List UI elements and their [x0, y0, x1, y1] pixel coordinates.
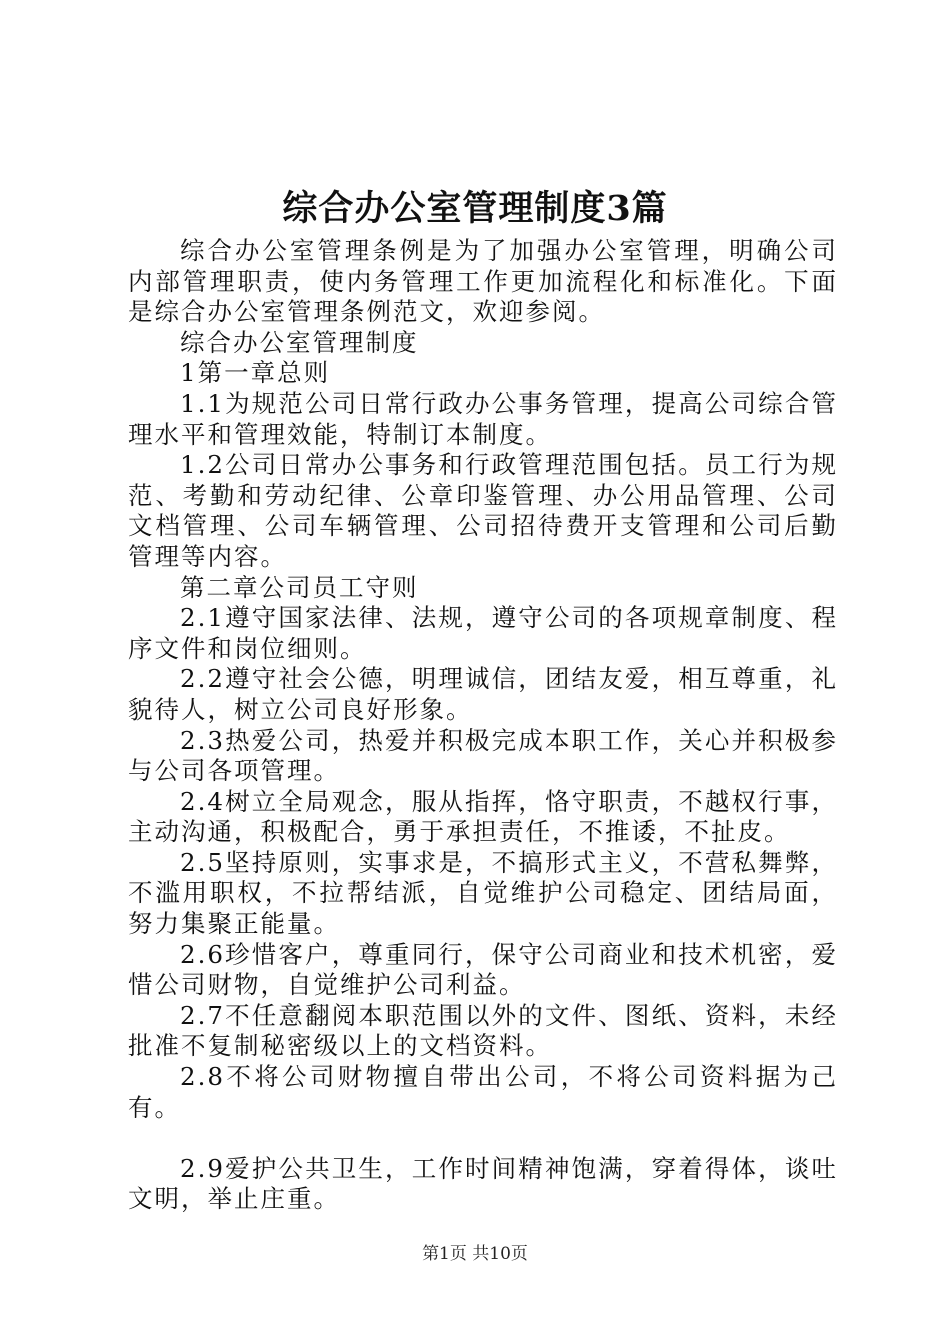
document-body — [128, 236, 838, 1215]
clause-paragraph: 2.6珍惜客户，尊重同行，保守公司商业和技术机密，爱惜公司财物，自觉维护公司利益。 — [128, 939, 838, 1000]
clause-paragraph: 2.7不任意翻阅本职范围以外的文件、图纸、资料，未经批准不复制秘密级以上的文档资料。 — [128, 1000, 838, 1061]
page-number-footer: 第1页 共10页 — [422, 1244, 528, 1264]
section-heading: 综合办公室管理制度 — [180, 327, 419, 357]
clause-paragraph: 2.2遵守社会公德，明理诚信，团结友爱，相互尊重，礼貌待人，树立公司良好形象。 — [128, 664, 838, 724]
clause-paragraph: 2.4树立全局观念，服从指挥，恪守职责，不越权行事，主动沟通，积极配合，勇于承担责任，不推诿，不扯皮。 — [128, 786, 838, 847]
document-title: 综合办公室管理制度3篇 — [282, 188, 668, 229]
chapter-heading: 第二章公司员工守则 — [180, 572, 419, 602]
clause-paragraph: 2.9爱护公共卫生，工作时间精神饱满，穿着得体，谈吐文明，举止庄重。 — [128, 1153, 838, 1214]
clause-paragraph: 2.3热爱公司，热爱并积极完成本职工作，关心并积极参与公司各项管理。 — [128, 725, 838, 786]
chapter-heading: 1第一章总则 — [180, 358, 331, 388]
clause-paragraph: 2.1遵守国家法律、法规，遵守公司的各项规章制度、程序文件和岗位细则。 — [128, 603, 838, 663]
clause-paragraph: 1.2公司日常办公事务和行政管理范围包括。员工行为规范、考勤和劳动纪律、公章印鉴管理、办公用品管理、公司文档管理、公司车辆管理、公司招待费开支管理和公司后勤管理等内容。 — [128, 450, 838, 571]
intro-paragraph: 综合办公室管理条例是为了加强办公室管理，明确公司内部管理职责，使内务管理工作更加流程化和标准化。下面是综合办公室管理条例范文，欢迎参阅。 — [128, 236, 838, 327]
clause-paragraph: 2.5坚持原则，实事求是，不搞形式主义，不营私舞弊，不滥用职权，不拉帮结派，自觉维护公司稳定、团结局面，努力集聚正能量。 — [128, 847, 838, 939]
clause-paragraph: 1.1为规范公司日常行政办公事务管理，提高公司综合管理水平和管理效能，特制订本制度。 — [128, 388, 838, 449]
clause-paragraph: 2.8不将公司财物擅自带出公司，不将公司资料据为己有。 — [128, 1062, 838, 1122]
